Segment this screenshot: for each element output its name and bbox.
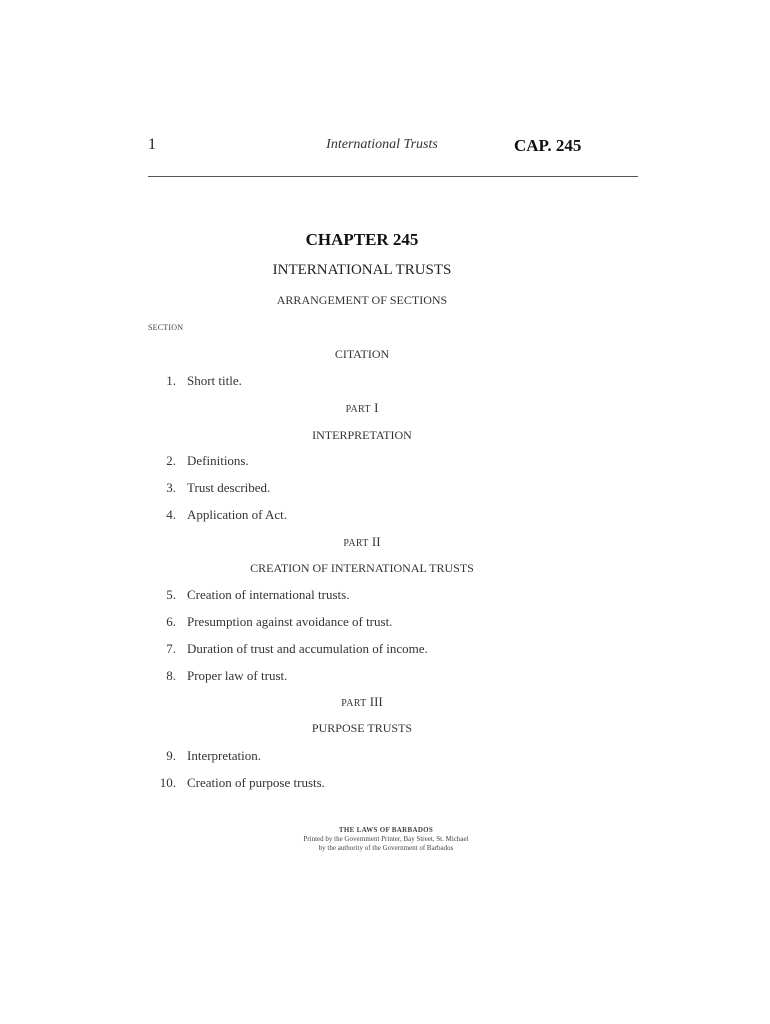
section-number: 5. <box>166 587 176 602</box>
part-word: PART <box>345 404 371 415</box>
part-label <box>0 400 724 416</box>
section-title: Proper law of trust. <box>187 668 288 683</box>
section-title: Presumption against avoidance of trust. <box>187 614 393 629</box>
chapter-heading: CHAPTER 245 <box>305 230 419 249</box>
section-title: Application of Act. <box>187 507 288 522</box>
part-heading: PURPOSE TRUSTS <box>311 721 413 735</box>
section-title: Short title. <box>187 373 242 388</box>
part-word: PART <box>343 538 369 549</box>
section-number: 2. <box>166 453 176 468</box>
section-title: Definitions. <box>187 453 249 468</box>
section-number: 9. <box>166 748 176 763</box>
section-title: Creation of international trusts. <box>187 587 350 602</box>
arrangement-heading: ARRANGEMENT OF SECTIONS <box>276 293 448 307</box>
citation-heading: CITATION <box>334 347 390 361</box>
act-title: INTERNATIONAL TRUSTS <box>272 262 452 278</box>
footer-printer-line: Printed by the Government Printer, Bay Street, St. Michael <box>303 835 469 843</box>
section-number: 6. <box>166 614 176 629</box>
header-divider <box>148 176 638 177</box>
section-column-label: SECTION <box>148 323 184 332</box>
section-title: Duration of trust and accumulation of income. <box>187 641 428 656</box>
part-numeral: III <box>369 694 383 709</box>
section-title: Trust described. <box>187 480 271 495</box>
section-number: 8. <box>166 668 176 683</box>
part-numeral: II <box>371 534 381 549</box>
chapter-cap-label: CAP. 245 <box>514 136 582 155</box>
section-number: 10. <box>159 775 176 790</box>
part-numeral: I <box>374 400 379 415</box>
section-number: 4. <box>166 507 176 522</box>
section-number: 7. <box>166 641 176 656</box>
section-number: 1. <box>166 373 176 388</box>
part-label <box>0 694 724 710</box>
part-label <box>0 534 724 550</box>
footer-authority-line: by the authority of the Government of Barbados <box>318 844 454 852</box>
page-number: 1 <box>148 136 156 153</box>
running-title: International Trusts <box>326 137 438 152</box>
section-title: Interpretation. <box>187 748 261 763</box>
footer-title: THE LAWS OF BARBADOS <box>338 826 434 834</box>
section-number: 3. <box>166 480 176 495</box>
section-title: Creation of purpose trusts. <box>187 775 325 790</box>
part-word: PART <box>341 698 367 709</box>
part-heading: CREATION OF INTERNATIONAL TRUSTS <box>250 561 474 575</box>
part-heading: INTERPRETATION <box>312 428 412 442</box>
